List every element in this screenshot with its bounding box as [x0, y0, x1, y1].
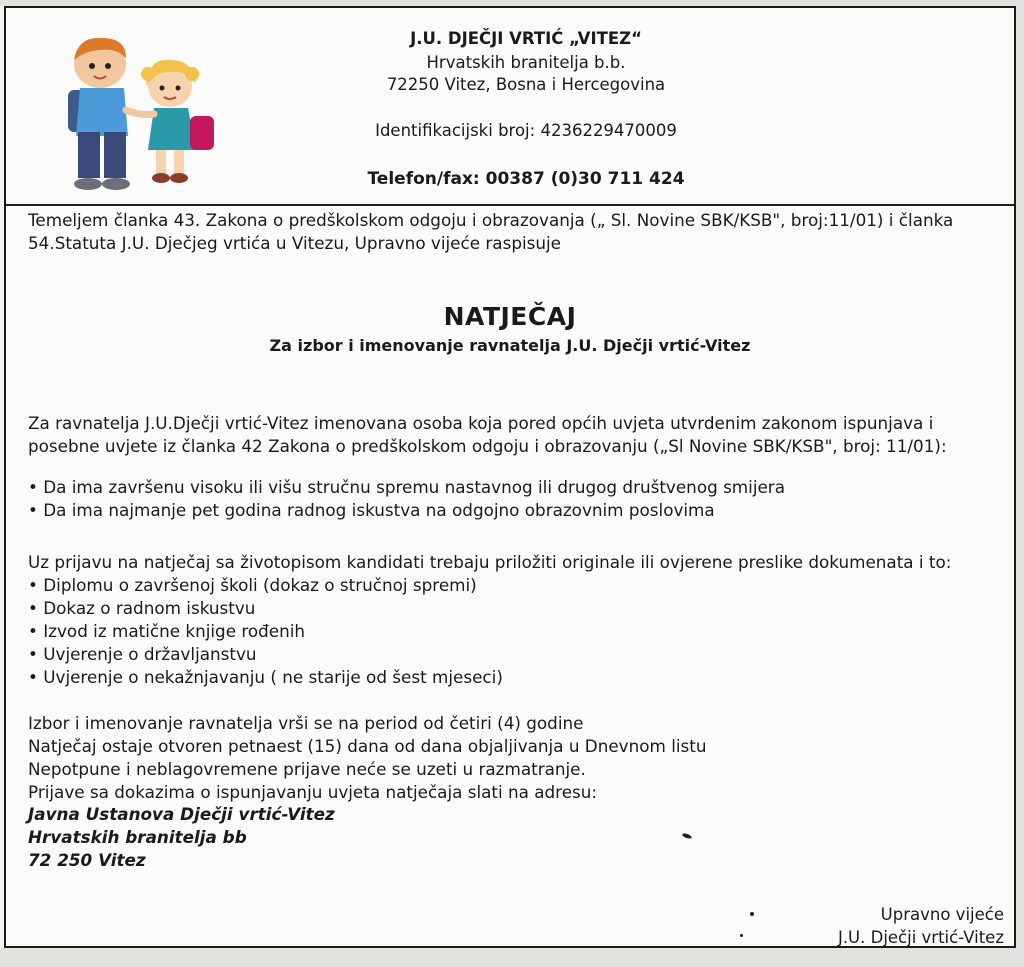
intro-line: 54.Statuta J.U. Dječjeg vrtića u Vitezu, Upravno vijeće raspisuje	[28, 233, 561, 253]
documents-list	[28, 574, 1008, 689]
header	[6, 8, 1014, 206]
eligibility-line: Za ravnatelja J.U.Dječji vrtić-Vitez imenovana osoba koja pored općih uvjeta utvrdenim zakonom ispunjava i	[28, 413, 934, 433]
page-title: NATJEČAJ	[443, 302, 577, 331]
closing-line: Nepotpune i neblagovremene prijave neće se uzeti u razmatranje.	[28, 759, 586, 779]
recipient-address	[28, 803, 1008, 872]
print-speck	[750, 912, 754, 916]
signature-block	[838, 903, 1004, 949]
list-item: • Da ima završenu visoku ili višu stručnu spremu nastavnog ili drugog društvenog smijera	[28, 477, 785, 497]
list-item: • Da ima najmanje pet godina radnog iskustva na odgojno obrazovnim poslovima	[28, 500, 715, 520]
list-item: • Uvjerenje o nekažnjavanju ( ne starije od šest mjeseci)	[28, 667, 503, 687]
eligibility-paragraph	[28, 412, 1008, 458]
identification-number: Identifikacijski broj: 4236229470009	[375, 121, 677, 140]
organization-name: J.U. DJEČJI VRTIĆ „VITEZ“	[410, 29, 642, 48]
print-speck	[740, 934, 743, 937]
recipient-line: Hrvatskih branitelja bb	[28, 827, 247, 847]
signature-line: J.U. Dječji vrtić-Vitez	[837, 928, 1004, 947]
recipient-line: 72 250 Vitez	[28, 850, 146, 870]
closing-line: Izbor i imenovanje ravnatelja vrši se na period od četiri (4) godine	[28, 713, 584, 733]
page-subtitle: Za izbor i imenovanje ravnatelja J.U. Dječji vrtić-Vitez	[269, 336, 751, 355]
closing-line: Prijave sa dokazima o ispunjavanju uvjeta natječaja slati na adresu:	[28, 782, 598, 802]
address-line-1: Hrvatskih branitelja b.b.	[426, 53, 626, 72]
children-illustration-icon	[50, 24, 230, 199]
intro-paragraph	[28, 209, 1008, 255]
conditions-list	[28, 476, 1008, 522]
address-line-2: 72250 Vitez, Bosna i Hercegovina	[386, 75, 666, 94]
closing-line: Natječaj ostaje otvoren petnaest (15) dana od dana objaljivanja u Dnevnom listu	[28, 736, 707, 756]
recipient-line: Javna Ustanova Dječji vrtić-Vitez	[28, 804, 335, 824]
announcement-frame	[4, 6, 1016, 948]
list-item: • Diplomu o završenoj školi (dokaz o stručnoj spremi)	[28, 575, 477, 595]
intro-line: Temeljem članka 43. Zakona o predškolskom odgoju i obrazovanja („ Sl. Novine SBK/KSB", broj:11/01) i članka	[28, 210, 954, 230]
list-item: • Dokaz o radnom iskustvu	[28, 598, 256, 618]
phone-fax: Telefon/fax: 00387 (0)30 711 424	[367, 169, 685, 189]
documents-intro: Uz prijavu na natječaj sa životopisom kandidati trebaju priložiti originale ili ovjerene preslike dokumenata i to:	[28, 552, 952, 572]
eligibility-line: posebne uvjete iz članka 42 Zakona o predškolskom odgoju i obrazovanju („Sl Novine SBK/KSB", broj: 11/01):	[28, 436, 947, 456]
list-item: • Uvjerenje o državljanstvu	[28, 644, 257, 664]
signature-line: Upravno vijeće	[880, 905, 1004, 924]
closing-paragraph	[28, 712, 1008, 804]
list-item: • Izvod iz matične knjige rođenih	[28, 621, 306, 641]
